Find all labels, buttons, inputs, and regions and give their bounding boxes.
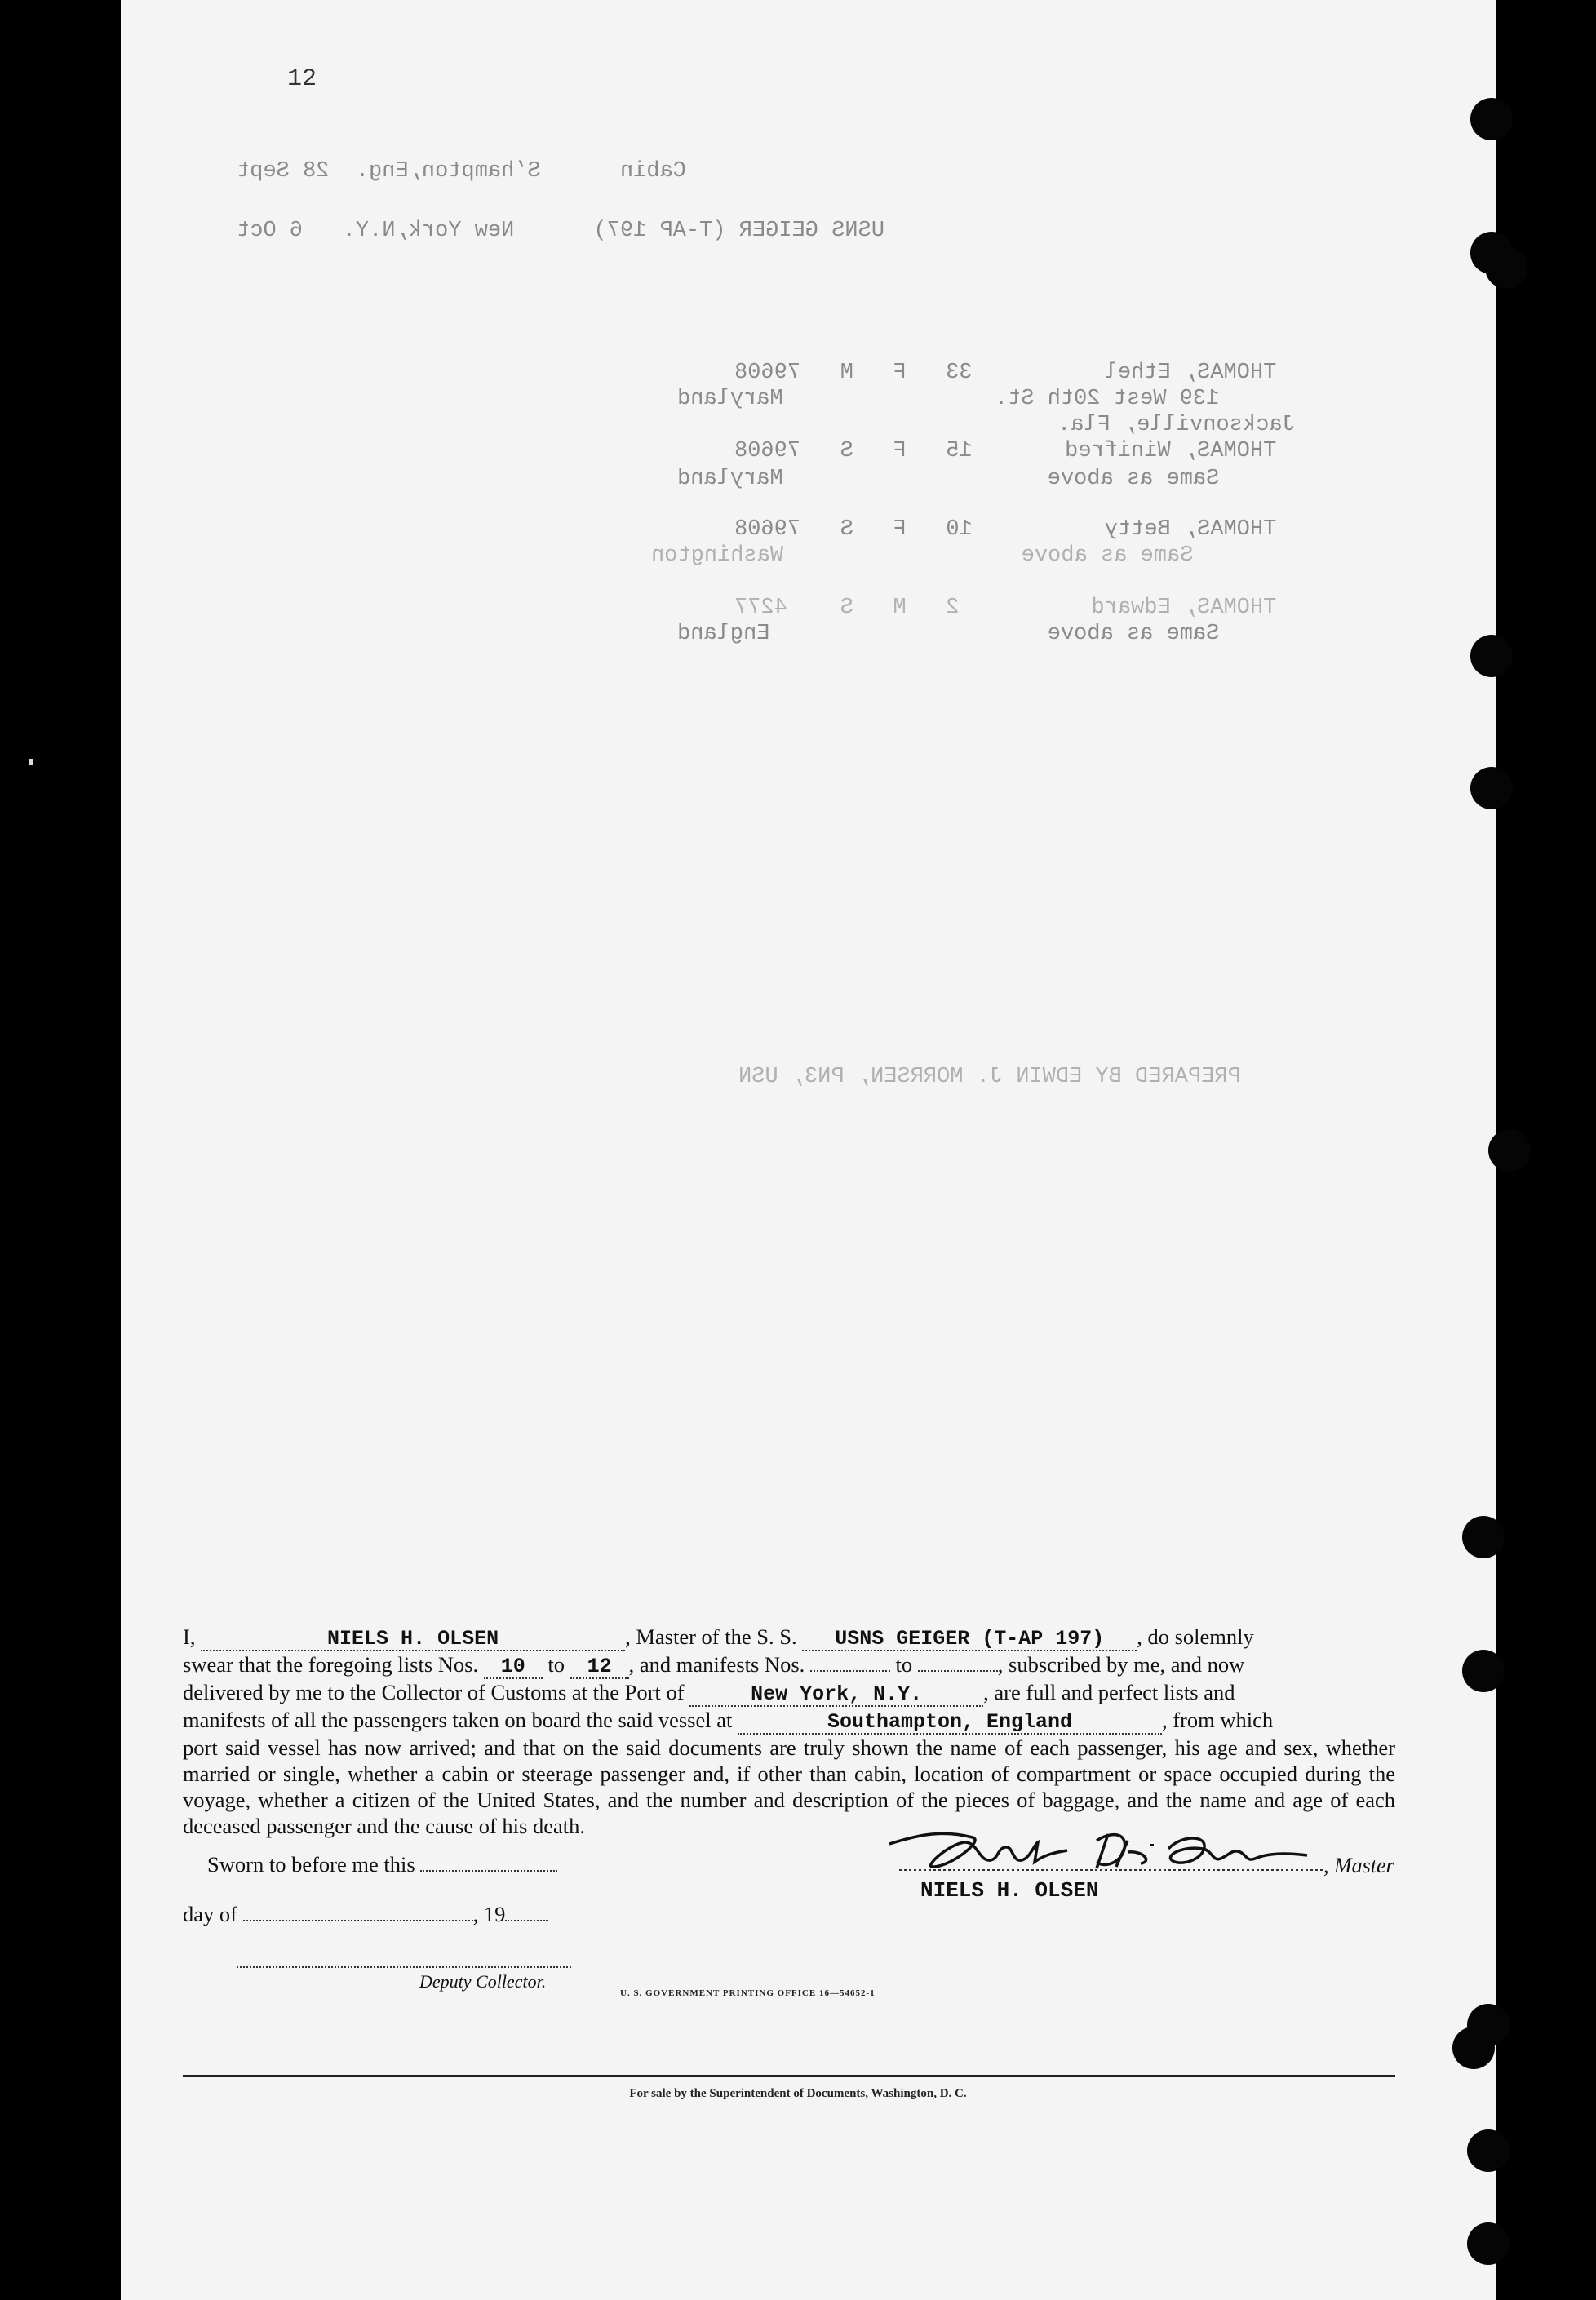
sworn-label: Sworn to before me this xyxy=(207,1852,415,1877)
punch-hole xyxy=(1470,98,1513,140)
ghost-header-line: USNS GEIGER (T-AP 197) New York,N.Y. 6 Oct xyxy=(237,219,884,243)
deputy-collector-label: Deputy Collector. xyxy=(419,1971,547,1992)
list-to-field: 12 xyxy=(570,1656,629,1679)
day-blank xyxy=(243,1920,473,1921)
oath-text: to xyxy=(548,1652,565,1677)
oath-text: to xyxy=(895,1652,913,1677)
punch-hole xyxy=(1488,1129,1531,1172)
ghost-passenger-line: Same as above England xyxy=(677,622,1220,646)
departure-port-field: Southampton, England xyxy=(738,1712,1162,1735)
year-prefix: , 19 xyxy=(472,1902,506,1926)
day-of-label: day of xyxy=(183,1902,237,1926)
signature-typed-name: NIELS H. OLSEN xyxy=(920,1878,1099,1903)
deputy-signature-line xyxy=(237,1966,571,1968)
ghost-passenger-line: THOMAS, Betty 10 F S 79608 xyxy=(734,517,1277,542)
oath-text: , from which xyxy=(1161,1708,1274,1732)
ghost-passenger-line: 139 West 20th St. Maryland xyxy=(677,387,1220,411)
edge-mark xyxy=(29,759,33,765)
day-line xyxy=(183,1902,548,1927)
master-label: , Master xyxy=(1323,1854,1394,1877)
for-sale-notice: For sale by the Superintendent of Documents, Washington, D. C. xyxy=(629,2087,967,2100)
ghost-passenger-line: Jacksonville, Fla. xyxy=(1057,413,1296,437)
footer-rule xyxy=(183,2075,1395,2077)
oath-text: , subscribed by me, and now xyxy=(997,1652,1245,1677)
manifest-to-field xyxy=(918,1670,998,1672)
year-blank xyxy=(505,1920,548,1921)
punch-hole xyxy=(1462,1516,1505,1558)
punch-hole xyxy=(1467,2129,1510,2172)
oath-text: I, xyxy=(183,1624,196,1649)
ghost-passenger-line: Same as above Maryland xyxy=(677,467,1220,491)
ghost-passenger-line: Same as above Washington xyxy=(651,543,1194,568)
punch-hole xyxy=(1462,1650,1505,1692)
ghost-passenger-line: THOMAS, Ethel 33 F M 79608 xyxy=(734,361,1277,385)
document-page xyxy=(121,0,1496,2300)
printing-office-line: U. S. GOVERNMENT PRINTING OFFICE 16—54652-1 xyxy=(620,1988,876,1998)
oath-text: delivered by me to the Collector of Customs at the Port of xyxy=(183,1680,685,1704)
master-signature xyxy=(883,1819,1323,1877)
ghost-header-line: Cabin S’hampton,Eng. 28 Sept xyxy=(237,159,686,184)
master-oath xyxy=(183,1624,1395,1839)
oath-text: , do solemnly xyxy=(1137,1624,1254,1649)
page-number: 12 xyxy=(287,65,317,93)
master-name-field: NIELS H. OLSEN xyxy=(201,1629,625,1651)
ghost-passenger-line: THOMAS, Edward 2 M S 4277 xyxy=(734,596,1277,620)
oath-body: port said vessel has now arrived; and that on the said documents are truly shown the name of each passenger, his age and sex, whether married or single, whether a cabin or steerage passenger and, if other than cabin, location of compartment or space occupied during the voyage, whether a citizen of the United States, and the number and description of the pieces of baggage, and the name and age of each deceased passenger and the cause of his death. xyxy=(183,1735,1395,1838)
punch-hole xyxy=(1470,635,1513,677)
oath-text: , are full and perfect lists and xyxy=(983,1680,1235,1704)
oath-text: manifests of all the passengers taken on board the said vessel at xyxy=(183,1708,733,1732)
ghost-passenger-line: THOMAS, Winifred 15 F S 79608 xyxy=(734,439,1277,463)
sworn-blank xyxy=(420,1870,557,1872)
oath-text: , and manifests Nos. xyxy=(628,1652,805,1677)
oath-text: swear that the foregoing lists Nos. xyxy=(183,1652,479,1677)
oath-text: , Master of the S. S. xyxy=(625,1624,797,1649)
punch-hole xyxy=(1452,2027,1495,2069)
punch-hole xyxy=(1485,246,1527,289)
sworn-line xyxy=(207,1852,557,1877)
punch-hole xyxy=(1467,2222,1510,2265)
punch-hole xyxy=(1470,767,1513,809)
ghost-prepared-by: PREPARED BY EDWIN J. MORRSEN, PN3, USN xyxy=(738,1065,1241,1089)
list-from-field: 10 xyxy=(484,1656,543,1679)
port-field: New York, N.Y. xyxy=(689,1684,983,1707)
ship-name-field: USNS GEIGER (T-AP 197) xyxy=(802,1629,1137,1651)
manifest-from-field xyxy=(810,1670,890,1672)
